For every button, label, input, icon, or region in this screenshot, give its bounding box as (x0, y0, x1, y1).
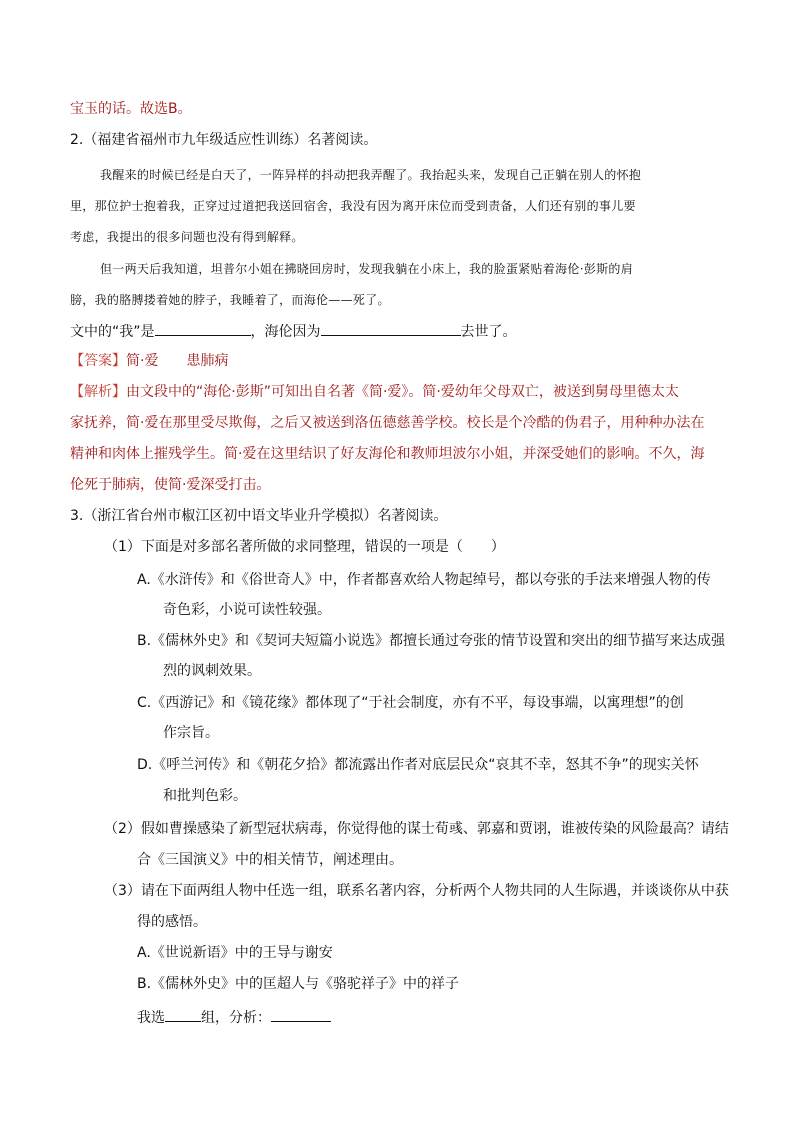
analysis-line (70, 382, 679, 402)
prompt-prefix: 文中的“我”是 (70, 324, 155, 340)
option-d-cont: 和批判色彩。 (163, 788, 247, 804)
answer-blank-2[interactable] (321, 320, 461, 336)
question-2-prompt (70, 320, 517, 342)
option-a-cont: 奇色彩，小说可读性较强。 (163, 602, 331, 618)
option-b[interactable]: B.《儒林外史》和《契诃夫短篇小说选》都擅长通过夸张的情节设置和突出的细节描写来达成强 (137, 633, 726, 649)
option-b-cont: 烈的讽刺效果。 (163, 663, 261, 679)
answer-text: 简·爱 患肺病 (126, 353, 229, 369)
analysis-blank[interactable] (271, 1006, 331, 1022)
answer-line (70, 351, 228, 371)
sub-question-2-cont: 合《三国演义》中的相关情节，阐述理由。 (137, 852, 403, 868)
option-a[interactable]: A.《水浒传》和《俗世奇人》中，作者都喜欢给人物起绰号，都以夸张的手法来增强人物的传 (137, 572, 711, 588)
choose-prefix: 我选 (137, 1010, 165, 1026)
passage-line: 我醒来的时候已经是白天了，一阵异样的抖动把我弄醒了。我抬起头来，发现自己正躺在别人的怀抱 (100, 168, 642, 182)
sub-question-2: （2）假如曹操感染了新型冠状病毒，你觉得他的谋士荀彧、郭嘉和贾诩，谁被传染的风险最高？请结 (104, 821, 729, 837)
sub-question-3: （3）请在下面两组人物中任选一组，联系名著内容，分析两个人物共同的人生际遇，并谈谈你从中获 (104, 883, 729, 899)
passage-line: 膀，我的胳膊搂着她的脖子，我睡着了，而海伦——死了。 (70, 293, 390, 307)
group-b: B.《儒林外史》中的匡超人与《骆驼祥子》中的祥子 (137, 976, 460, 992)
prompt-mid: ，海伦因为 (250, 324, 321, 340)
passage-line: 但一两天后我知道，坦普尔小姐在拂晓回房时，发现我躺在小床上，我的脸蛋紧贴着海伦·彭斯的肩 (100, 262, 634, 276)
option-c[interactable]: C.《西游记》和《镜花缘》都体现了“于社会制度，亦有不平，每设事端，以寓理想”的创 (137, 695, 684, 711)
question-3-header: 3.（浙江省台州市椒江区初中语文毕业升学模拟）名著阅读。 (70, 508, 448, 524)
analysis-line: 精神和肉体上摧残学生。简·爱在这里结识了好友海伦和教师坦波尔小姐，并深受她们的影响。不久，海 (70, 446, 705, 462)
passage-line: 里，那位护士抱着我，正穿过过道把我送回宿舍，我没有因为离开床位而受到责备，人们还有别的事儿要 (70, 199, 636, 213)
group-a: A.《世说新语》中的王导与谢安 (137, 945, 333, 961)
analysis-line: 伦死于肺病，使简·爱深受打击。 (70, 477, 271, 493)
option-d[interactable]: D.《呼兰河传》和《朝花夕拾》都流露出作者对底层民众“哀其不幸，怒其不争”的现实关怀 (137, 757, 699, 773)
option-c-cont: 作宗旨。 (163, 725, 219, 741)
sub-question-1: （1）下面是对多部名著所做的求同整理，错误的一项是（ ） (104, 539, 505, 555)
question-2-header: 2.（福建省福州市九年级适应性训练）名著阅读。 (70, 132, 378, 148)
sub-question-3-cont: 得的感悟。 (137, 914, 207, 930)
group-choice-blank[interactable] (165, 1006, 201, 1022)
choose-line (137, 1006, 331, 1028)
analysis-text: 由文段中的“海伦·彭斯”可知出自名著《简·爱》。简·爱幼年父母双亡，被送到舅母里德太太 (126, 384, 679, 400)
answer-tag: 【答案】 (70, 353, 126, 369)
answer-blank-1[interactable] (155, 320, 251, 336)
top-line: 宝玉的话。故选B。 (70, 101, 192, 117)
prompt-suffix: 去世了。 (460, 324, 517, 340)
passage-line: 考虑，我提出的很多问题也没有得到解释。 (70, 230, 304, 244)
analysis-line: 家抚养，简·爱在那里受尽欺侮，之后又被送到洛伍德慈善学校。校长是个冷酷的伪君子，用种种办法在 (70, 415, 705, 431)
analysis-tag: 【解析】 (70, 384, 126, 400)
choose-mid: 组，分析： (201, 1010, 271, 1026)
